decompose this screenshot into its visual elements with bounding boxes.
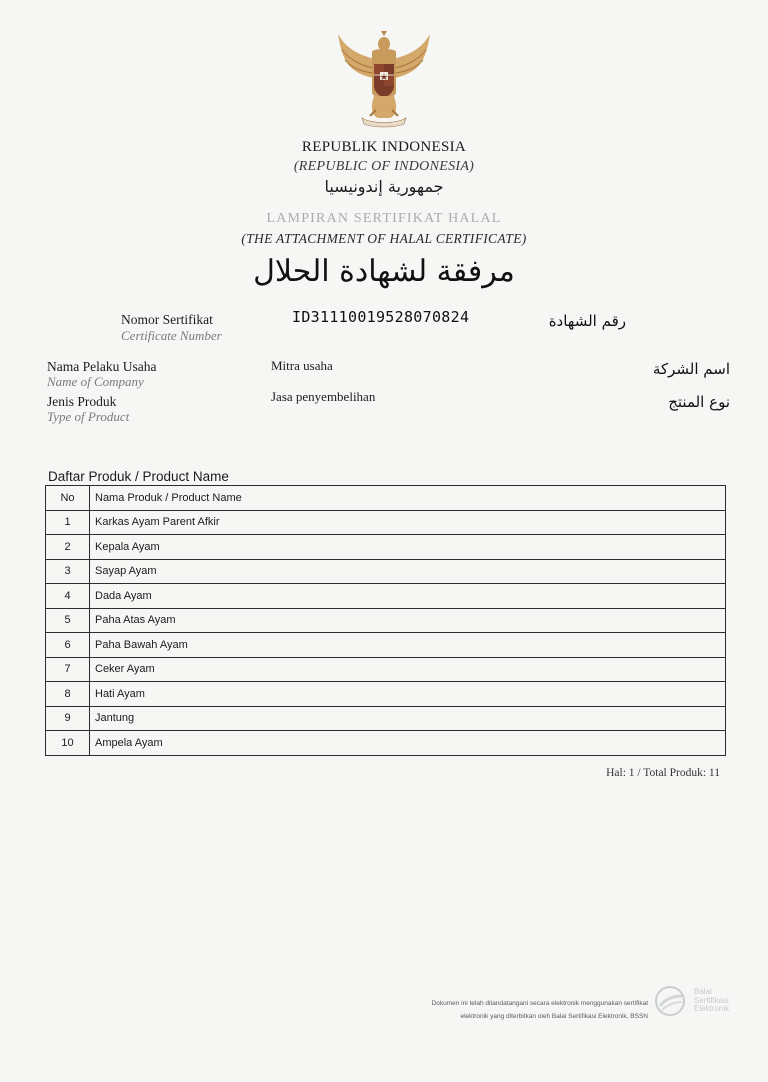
garuda-emblem-icon	[334, 30, 434, 128]
country-title-english: (REPUBLIC OF INDONESIA)	[293, 159, 475, 174]
logo-text-line-2: Sertifikasi	[694, 995, 729, 1005]
product-type-label-english: Type of Product	[47, 409, 130, 424]
company-name-label-arabic: اسم الشركة	[652, 360, 730, 378]
product-name: Kepala Ayam	[90, 535, 726, 560]
product-type-value: Jasa penyembelihan	[271, 389, 376, 404]
certificate-number-label-english: Certificate Number	[121, 328, 222, 343]
table-row	[46, 731, 726, 756]
document-title-arabic: مرفقة لشهادة الحلال	[253, 254, 515, 289]
product-name: Paha Atas Ayam	[90, 608, 726, 633]
company-name-label-english: Name of Company	[47, 374, 144, 389]
company-name-value: Mitra usaha	[271, 358, 333, 373]
table-row	[46, 608, 726, 633]
document-title: LAMPIRAN SERTIFIKAT HALAL	[266, 211, 502, 226]
certificate-number-value: ID31110019528070824	[292, 308, 470, 326]
table-row	[46, 535, 726, 560]
product-type-label: Jenis Produk	[47, 394, 117, 409]
product-list-heading: Daftar Produk / Product Name	[48, 469, 229, 484]
product-name: Sayap Ayam	[90, 559, 726, 584]
column-header-product-name: Nama Produk / Product Name	[90, 486, 726, 511]
company-name-label: Nama Pelaku Usaha	[47, 359, 157, 374]
row-number: 4	[46, 584, 90, 609]
row-number: 9	[46, 706, 90, 731]
product-name: Dada Ayam	[90, 584, 726, 609]
electronic-signature-note	[360, 997, 648, 1023]
product-type-label-arabic: نوع المنتج	[668, 393, 730, 411]
product-name: Karkas Ayam Parent Afkir	[90, 510, 726, 535]
country-title: REPUBLIK INDONESIA	[301, 139, 467, 155]
product-name: Paha Bawah Ayam	[90, 633, 726, 658]
table-header-row	[46, 486, 726, 511]
document-title-english: (THE ATTACHMENT OF HALAL CERTIFICATE)	[241, 231, 527, 246]
product-name: Jantung	[90, 706, 726, 731]
row-number: 8	[46, 682, 90, 707]
product-table	[45, 485, 726, 756]
certificate-number-label-arabic: رقم الشهادة	[548, 312, 626, 330]
row-number: 6	[46, 633, 90, 658]
page-info: Hal: 1 / Total Produk: 11	[606, 767, 720, 779]
table-row	[46, 584, 726, 609]
country-title-arabic: جمهورية إندونيسيا	[324, 177, 444, 196]
signature-note-line-2: elektronik yang diterbitkan oleh Balai Sertifikasi Elektronik, BSSN	[460, 1013, 648, 1020]
product-name: Hati Ayam	[90, 682, 726, 707]
product-name: Ampela Ayam	[90, 731, 726, 756]
product-name: Ceker Ayam	[90, 657, 726, 682]
table-row	[46, 706, 726, 731]
logo-text-line-3: Elektronik	[694, 1004, 730, 1013]
row-number: 3	[46, 559, 90, 584]
row-number: 7	[46, 657, 90, 682]
table-row	[46, 559, 726, 584]
bsre-logo-text	[694, 988, 729, 1014]
table-row	[46, 682, 726, 707]
row-number: 2	[46, 535, 90, 560]
table-row	[46, 633, 726, 658]
table-row	[46, 510, 726, 535]
row-number: 1	[46, 510, 90, 535]
row-number: 5	[46, 608, 90, 633]
column-header-no: No	[46, 486, 90, 511]
logo-text-line-1: Balai	[694, 987, 712, 996]
table-row	[46, 657, 726, 682]
certificate-number-label: Nomor Sertifikat	[121, 312, 213, 327]
row-number: 10	[46, 731, 90, 756]
signature-note-line-1: Dokumen ini telah ditandatangani secara elektronik menggunakan sertifikat	[431, 1000, 648, 1007]
